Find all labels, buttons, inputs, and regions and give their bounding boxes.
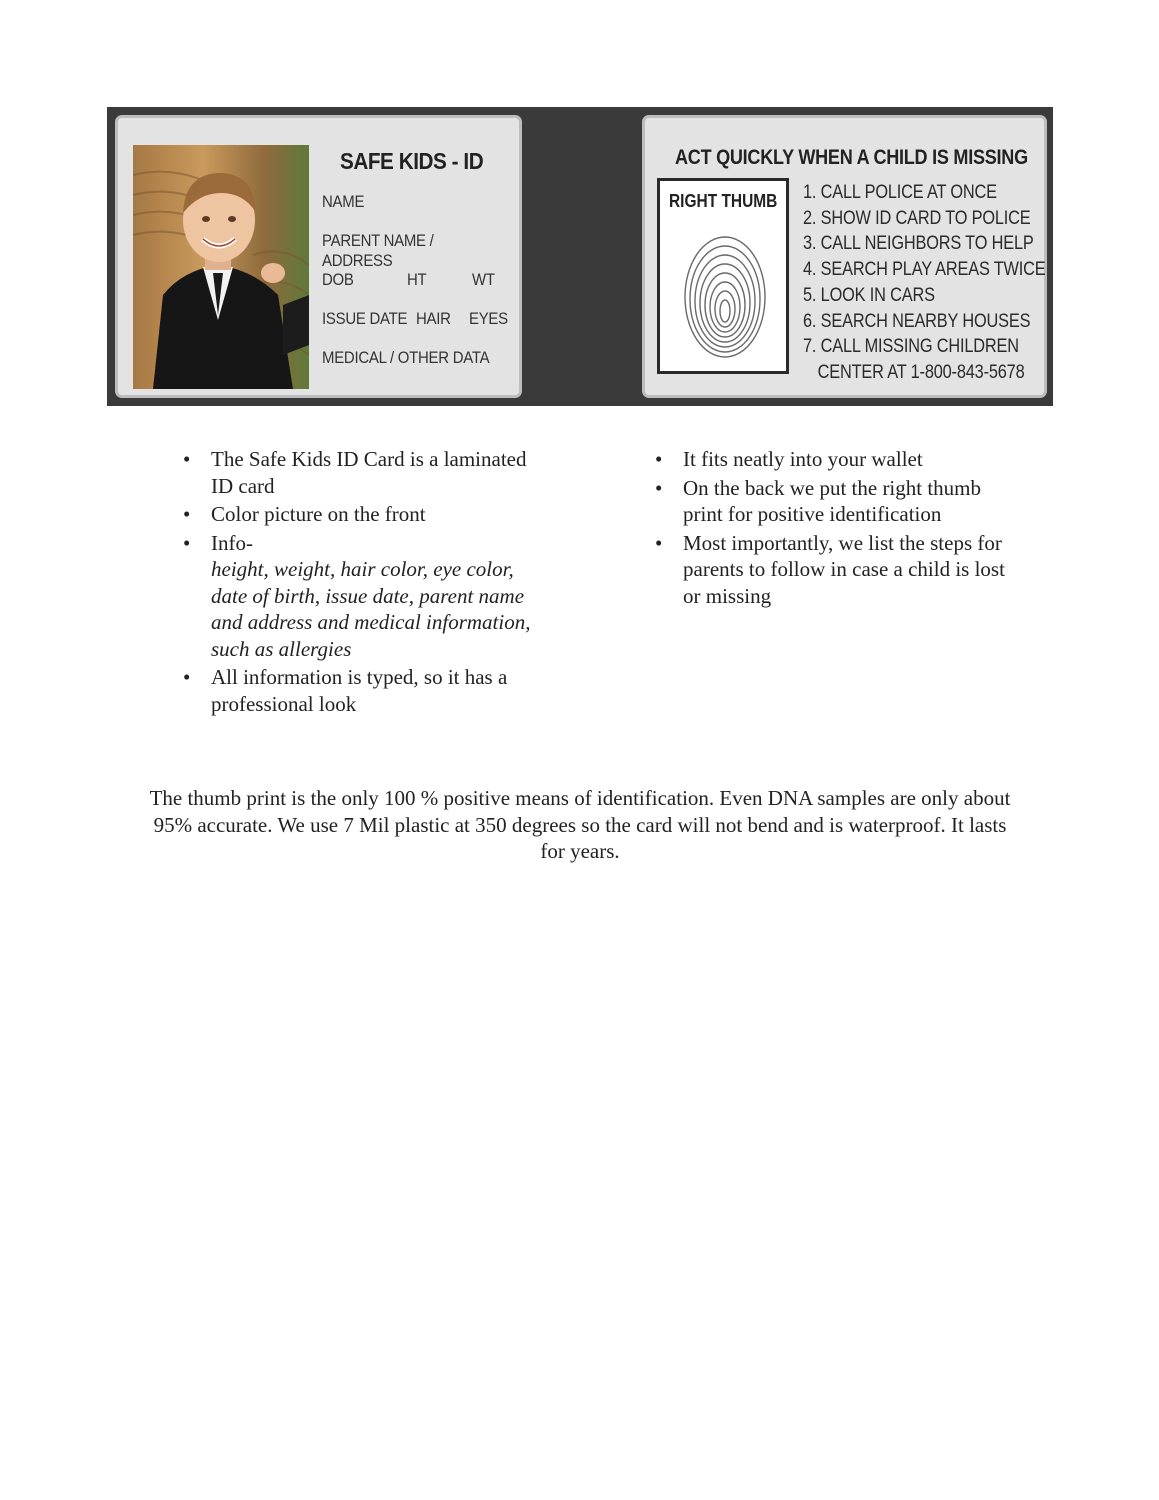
right-bullet-list [655, 446, 1015, 611]
field-name: NAME [322, 192, 365, 211]
step-item: 7. CALL MISSING CHILDREN [803, 336, 1019, 358]
card-title: SAFE KIDS - ID [340, 148, 484, 174]
field-dob: DOB [322, 270, 354, 289]
step-continuation: CENTER AT 1-800-843-5678 [817, 361, 1025, 383]
field-ht: HT [407, 270, 427, 289]
child-photo [133, 145, 309, 389]
left-bullet-list [183, 446, 553, 719]
steps-list [803, 180, 1085, 386]
bullet-dot-icon: • [183, 665, 191, 689]
bullet-item [655, 530, 1015, 610]
bullet-item [183, 530, 553, 663]
field-hair: HAIR [416, 309, 451, 328]
bullet-item [183, 664, 553, 717]
bullet-dot-icon: • [655, 530, 663, 555]
bullet-text: It fits neatly into your wallet [683, 447, 923, 471]
field-eyes: EYES [469, 309, 508, 328]
bullet-text: Color picture on the front [211, 502, 426, 526]
bullet-text: The Safe Kids ID Card is a laminated ID card [211, 447, 527, 498]
bullet-item [655, 475, 1015, 528]
bullet-dot-icon: • [183, 530, 191, 555]
id-card-front [115, 115, 522, 398]
thumb-label: RIGHT THUMB [669, 191, 778, 211]
summary-paragraph: The thumb print is the only 100 % positive means of identification. Even DNA samples are only about 95% accurate. We use 7 Mil plastic at 350 degrees so the card will not bend and is waterproof. It lasts for years. [149, 786, 1011, 863]
field-medical: MEDICAL / OTHER DATA [322, 348, 490, 367]
bullet-text: Most importantly, we list the steps for parents to follow in case a child is lost or missing [683, 530, 1005, 608]
id-card-back [642, 115, 1047, 398]
step-item: 4. SEARCH PLAY AREAS TWICE [803, 259, 1046, 281]
bullet-text: Info- [211, 530, 253, 555]
bullet-dot-icon: • [655, 475, 663, 500]
bullet-dot-icon: • [183, 502, 191, 526]
step-item: 6. SEARCH NEARBY HOUSES [803, 310, 1031, 332]
bullet-text: All information is typed, so it has a professional look [211, 665, 508, 716]
step-item: 3. CALL NEIGHBORS TO HELP [803, 233, 1034, 255]
field-parent: PARENT NAME / ADDRESS [322, 231, 434, 270]
id-card-banner [107, 107, 1053, 406]
step-item: 5. LOOK IN CARS [803, 284, 935, 306]
fingerprint-icon [682, 229, 768, 359]
thumbprint-box [657, 178, 789, 374]
bullet-text: On the back we put the right thumb print for positive identification [683, 475, 982, 526]
back-card-title: ACT QUICKLY WHEN A CHILD IS MISSING [675, 146, 1028, 169]
bullet-item [183, 446, 553, 499]
field-issue-date: ISSUE DATE [322, 309, 408, 328]
bullet-detail-text: height, weight, hair color, eye color, date of birth, issue date, parent name and address and medical information, such as allergies [211, 557, 531, 661]
bullet-item [655, 446, 1015, 473]
step-item: 1. CALL POLICE AT ONCE [803, 182, 997, 203]
step-item: 2. SHOW ID CARD TO POLICE [803, 207, 1031, 229]
bullet-dot-icon: • [183, 447, 191, 471]
field-wt: WT [472, 270, 495, 289]
bullet-item [183, 501, 553, 528]
bullet-dot-icon: • [655, 447, 663, 471]
